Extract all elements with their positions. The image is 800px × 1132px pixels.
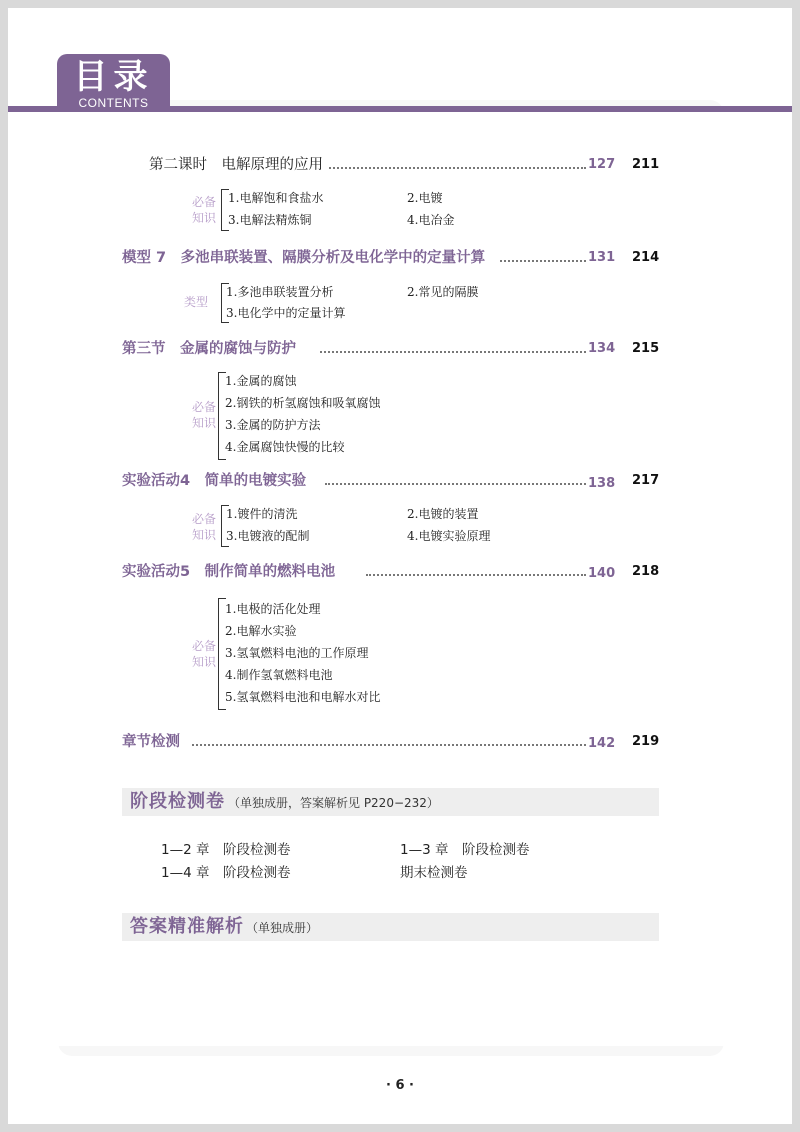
leader-dots: [320, 351, 586, 353]
group-tag: [186, 399, 222, 431]
toc-entry-page: 142: [586, 733, 628, 755]
stage-test-item[interactable]: 1—2 章 阶段检测卷: [161, 842, 291, 858]
knowledge-item: 2.钢铁的析氢腐蚀和吸氧腐蚀: [225, 396, 381, 410]
stage-tests-band: [122, 788, 659, 816]
toc-entry-title: 第二课时 电解原理的应用: [149, 154, 327, 176]
group-tag: [178, 294, 214, 310]
toc-entry-page: 140: [586, 563, 628, 585]
knowledge-item: 2.电镀: [407, 191, 443, 205]
group-tag-line: 知识: [191, 211, 216, 225]
knowledge-item: 2.常见的隔膜: [407, 285, 479, 299]
knowledge-item: 3.电镀液的配制: [226, 529, 310, 543]
stage-test-item[interactable]: 1—4 章 阶段检测卷: [161, 865, 291, 881]
knowledge-item: 3.电解法精炼铜: [228, 213, 312, 227]
toc-entry-page: 134: [586, 338, 628, 360]
page-number: · 6 ·: [386, 1078, 414, 1093]
knowledge-item: 1.金属的腐蚀: [225, 374, 297, 388]
group-tag-line: 知识: [191, 416, 216, 430]
group-tag-line: 必备: [191, 512, 216, 526]
toc-entry[interactable]: [0, 470, 800, 492]
contents-tab: [57, 54, 170, 112]
toc-entry-answer-page: 211: [632, 157, 660, 172]
toc-entry-title: 章节检测: [122, 731, 184, 753]
knowledge-item: 3.电化学中的定量计算: [226, 306, 346, 320]
stage-test-item[interactable]: 1—3 章 阶段检测卷: [400, 842, 530, 858]
group-tag-line: 知识: [191, 655, 216, 669]
toc-entry[interactable]: [0, 561, 800, 583]
group-tag: [186, 638, 222, 670]
toc-entry-page: 138: [586, 473, 628, 495]
knowledge-item: 4.制作氢氧燃料电池: [225, 668, 333, 682]
contents-subtitle: CONTENTS: [78, 96, 149, 110]
knowledge-item: 4.金属腐蚀快慢的比较: [225, 440, 345, 454]
toc-entry-title: 第三节 金属的腐蚀与防护: [122, 338, 300, 360]
stage-tests-note: （单独成册，答案解析见 P220−232）: [228, 796, 439, 810]
toc-entry-page: 127: [586, 154, 628, 176]
knowledge-item: 4.电冶金: [407, 213, 455, 227]
leader-dots: [366, 574, 586, 576]
knowledge-item: 1.电极的活化处理: [225, 602, 321, 616]
knowledge-item: 2.电解水实验: [225, 624, 297, 638]
toc-entry[interactable]: [0, 154, 800, 176]
knowledge-item: 3.金属的防护方法: [225, 418, 321, 432]
answers-note: （单独成册）: [246, 921, 319, 935]
toc-entry-title: 模型 7 多池串联装置、隔膜分析及电化学中的定量计算: [122, 247, 489, 269]
group-tag-line: 必备: [191, 195, 216, 209]
toc-entry-answer-page: 217: [632, 473, 660, 488]
toc-entry-answer-page: 214: [632, 250, 660, 265]
contents-title: 目录: [73, 57, 154, 97]
group-tag-line: 类型: [183, 295, 208, 309]
answers-band: [122, 913, 659, 941]
leader-dots: [192, 744, 586, 746]
leader-dots: [325, 483, 586, 485]
toc-entry-page: 131: [586, 247, 628, 269]
group-tag-line: 知识: [191, 528, 216, 542]
toc-entry[interactable]: [0, 247, 800, 269]
group-tag: [186, 194, 222, 226]
answers-title: 答案精准解析: [130, 916, 244, 937]
leader-dots: [500, 260, 586, 262]
toc-entry[interactable]: [0, 338, 800, 360]
knowledge-item: 1.电解饱和食盐水: [228, 191, 324, 205]
toc-entry-title: 实验活动4 简单的电镀实验: [122, 470, 310, 492]
stage-test-item[interactable]: 期末检测卷: [400, 865, 468, 881]
toc-entry[interactable]: [0, 731, 800, 753]
knowledge-item: 4.电镀实验原理: [407, 529, 491, 543]
knowledge-item: 5.氢氧燃料电池和电解水对比: [225, 690, 381, 704]
knowledge-item: 2.电镀的装置: [407, 507, 479, 521]
group-tag-line: 必备: [191, 400, 216, 414]
knowledge-item: 1.镀件的清洗: [226, 507, 298, 521]
toc-entry-answer-page: 218: [632, 564, 660, 579]
knowledge-item: 3.氢氧燃料电池的工作原理: [225, 646, 369, 660]
group-tag: [186, 511, 222, 543]
stage-tests-title: 阶段检测卷: [130, 791, 225, 812]
group-tag-line: 必备: [191, 639, 216, 653]
leader-dots: [310, 167, 586, 169]
toc-entry-answer-page: 215: [632, 341, 660, 356]
toc-entry-answer-page: 219: [632, 734, 660, 749]
knowledge-item: 1.多池串联装置分析: [226, 285, 334, 299]
toc-entry-title: 实验活动5 制作简单的燃料电池: [122, 561, 339, 583]
